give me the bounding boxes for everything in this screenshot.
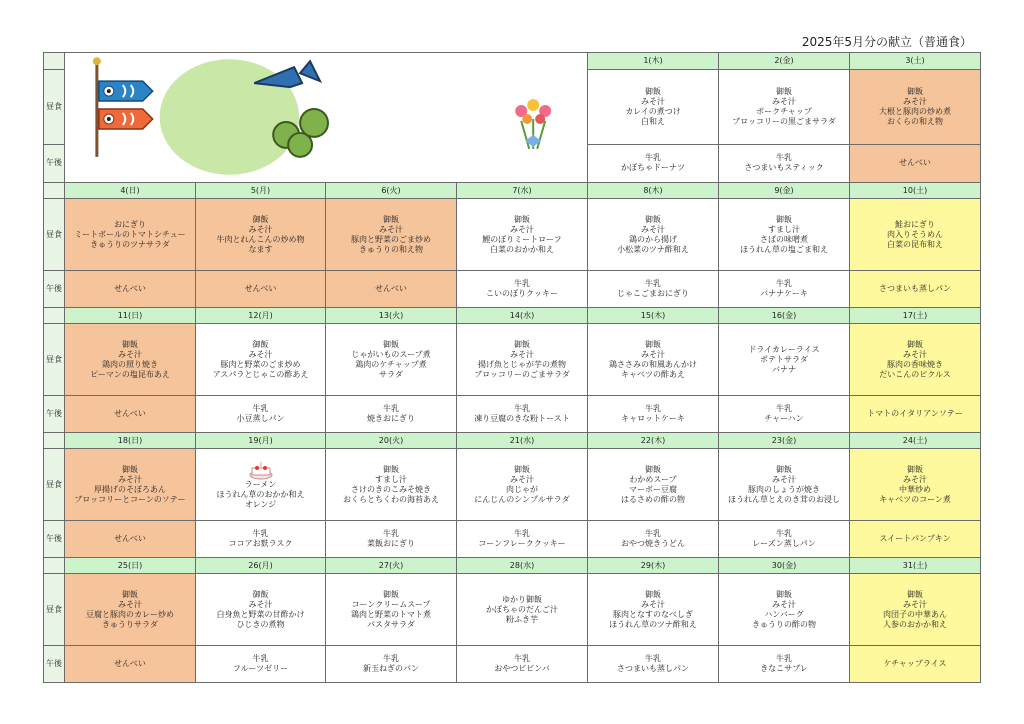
snack-label: 午後 [44,521,65,558]
date-header: 6(火) [326,183,457,199]
corner-cell [44,308,65,324]
date-header: 4(日) [65,183,196,199]
snack-row [44,646,981,683]
lunch-menu-cell: 御飯 みそ汁 カレイの煮つけ 白和え [588,69,719,144]
snack-menu-cell: せんべい [65,396,196,433]
lunch-menu-cell: 御飯 みそ汁 大根と豚肉の炒め煮 おくらの和え物 [850,69,981,144]
date-header: 22(木) [588,433,719,449]
date-header-row [44,53,981,70]
date-header: 19(月) [196,433,326,449]
lunch-menu-cell: 鮭おにぎり 肉入りそうめん 白菜の昆布和え [850,199,981,271]
lunch-menu-cell: 御飯 すまし汁 さけのきのこみそ焼き おくらとちくわの海苔あえ [326,449,457,521]
corner-cell [44,433,65,449]
snack-row [44,271,981,308]
date-header: 28(水) [457,558,588,574]
date-header: 12(月) [196,308,326,324]
date-header: 31(土) [850,558,981,574]
snack-menu-cell: 牛乳 キャロットケーキ [588,396,719,433]
lunch-menu-cell: 御飯 みそ汁 豚肉と野菜のごま炒め アスパラとじゃこの酢あえ [196,324,326,396]
date-header: 15(木) [588,308,719,324]
lunch-menu-cell: 御飯 みそ汁 鶏のから揚げ 小松菜のツナ酢和え [588,199,719,271]
date-header: 1(木) [588,53,719,70]
lunch-menu-cell: 御飯 みそ汁 ポークチャップ ブロッコリーの黒ごまサラダ [719,69,850,144]
lunch-menu-cell: 御飯 みそ汁 肉じゃが にんじんのシンプルサラダ [457,449,588,521]
snack-label: 午後 [44,271,65,308]
date-header: 25(日) [65,558,196,574]
date-header: 24(土) [850,433,981,449]
snack-menu-cell: 牛乳 コーンフレーククッキー [457,521,588,558]
snack-row [44,396,981,433]
snack-menu-cell: さつまいも蒸しパン [850,271,981,308]
date-header-row [44,433,981,449]
lunch-label: 昼食 [44,574,65,646]
snack-row [44,521,981,558]
corner-cell [44,558,65,574]
lunch-menu-cell: 御飯 みそ汁 豚肉のしょうが焼き ほうれん草とえのき茸のお浸し [719,449,850,521]
snack-menu-cell: 牛乳 小豆蒸しパン [196,396,326,433]
lunch-label: 昼食 [44,69,65,144]
page-title: 2025年5月分の献立（普通食） [801,35,972,49]
lunch-menu-cell: ゆかり御飯 かぼちゃのだんご汁 粉ふき芋 [457,574,588,646]
carp-streamer-blue-icon [99,81,153,101]
corner-cell [44,53,65,70]
snack-menu-cell: 牛乳 さつまいも蒸しパン [588,646,719,683]
snack-menu-cell: 牛乳 こいのぼりクッキー [457,271,588,308]
date-header: 21(水) [457,433,588,449]
date-header: 5(月) [196,183,326,199]
date-header: 11(日) [65,308,196,324]
lunch-label: 昼食 [44,199,65,271]
date-header: 26(月) [196,558,326,574]
birthday-cake-icon [248,460,274,480]
snack-menu-cell: 牛乳 ココアお麩ラスク [196,521,326,558]
menu-calendar-table [43,52,981,683]
snack-menu-cell: 牛乳 焼きおにぎり [326,396,457,433]
lunch-menu-cell: 御飯 みそ汁 ハンバーグ きゅうりの酢の物 [719,574,850,646]
lunch-menu-cell: 御飯 みそ汁 豚肉となすのなべしぎ ほうれん草のツナ酢和え [588,574,719,646]
date-header: 14(水) [457,308,588,324]
snack-menu-cell: スイートパンプキン [850,521,981,558]
snack-menu-cell: せんべい [326,271,457,308]
lunch-row [44,324,981,396]
snack-menu-cell: ケチャップライス [850,646,981,683]
snack-menu-cell: 牛乳 きなこサブレ [719,646,850,683]
lunch-label: 昼食 [44,324,65,396]
lunch-menu-cell: 御飯 みそ汁 鶏ささみの和風あんかけ キャベツの酢あえ [588,324,719,396]
snack-menu-cell: トマトのイタリアンソテー [850,396,981,433]
month-illustration [65,53,587,179]
snack-menu-cell: せんべい [65,646,196,683]
lunch-menu-cell: 御飯 みそ汁 白身魚と野菜の甘酢かけ ひじきの煮物 [196,574,326,646]
snack-label: 午後 [44,646,65,683]
date-header: 23(金) [719,433,850,449]
date-header-row [44,183,981,199]
lunch-menu-cell: 御飯 みそ汁 肉団子の中華あん 人参のおかか和え [850,574,981,646]
snack-menu-cell: せんべい [196,271,326,308]
lunch-row [44,574,981,646]
date-header: 18(日) [65,433,196,449]
corner-cell [44,183,65,199]
carp-streamer-orange-icon [99,109,153,129]
snack-menu-cell: 牛乳 チャーハン [719,396,850,433]
lunch-menu-cell: 御飯 みそ汁 豚肉の香味焼き だいこんのピクルス [850,324,981,396]
month-banner [65,53,588,183]
lunch-menu-cell: 御飯 みそ汁 揚げ魚とじゃが芋の煮物 ブロッコリーのごまサラダ [457,324,588,396]
date-header: 27(火) [326,558,457,574]
lunch-menu-cell: ラーメン ほうれん草のおかか和え オレンジ [196,449,326,521]
flower-bouquet-icon [515,99,551,149]
date-header: 2(金) [719,53,850,70]
lunch-menu-cell: 御飯 じゃがいものスープ煮 鶏肉のケチャップ煮 サラダ [326,324,457,396]
snack-menu-cell: 牛乳 かぼちゃドーナツ [588,144,719,183]
snack-menu-cell: せんべい [850,144,981,183]
lunch-menu-cell: 御飯 みそ汁 豚肉と野菜のごま炒め きゅうりの和え物 [326,199,457,271]
snack-menu-cell: 牛乳 さつまいもスティック [719,144,850,183]
date-header: 20(火) [326,433,457,449]
snack-menu-cell: せんべい [65,271,196,308]
snack-menu-cell: 牛乳 フルーツゼリー [196,646,326,683]
lunch-menu-cell: 御飯 みそ汁 豆腐と豚肉のカレー炒め きゅうりサラダ [65,574,196,646]
snack-menu-cell: せんべい [65,521,196,558]
snack-menu-cell: 牛乳 凍り豆腐のきな粉トースト [457,396,588,433]
snack-menu-cell: 牛乳 菜飯おにぎり [326,521,457,558]
date-header-row [44,308,981,324]
date-header: 10(土) [850,183,981,199]
lunch-menu-cell: 御飯 みそ汁 鶏肉の照り焼き ピーマンの塩昆布あえ [65,324,196,396]
lunch-menu-cell: 御飯 わかめスープ マーボー豆腐 はるさめの酢の物 [588,449,719,521]
lunch-menu-cell: おにぎり ミートボールのトマトシチュー きゅうりのツナサラダ [65,199,196,271]
snack-label: 午後 [44,144,65,183]
lunch-row [44,199,981,271]
date-header: 3(土) [850,53,981,70]
date-header: 30(金) [719,558,850,574]
lunch-menu-cell: 御飯 みそ汁 牛肉とれんこんの炒め物 なます [196,199,326,271]
lunch-menu-cell: 御飯 みそ汁 鯉のぼりミートローフ 白菜のおかか和え [457,199,588,271]
snack-menu-cell: 牛乳 レーズン蒸しパン [719,521,850,558]
snack-menu-cell: 牛乳 じゃこごまおにぎり [588,271,719,308]
date-header: 29(木) [588,558,719,574]
lunch-menu-cell: 御飯 コーンクリームスープ 鶏肉と野菜のトマト煮 パスタサラダ [326,574,457,646]
lunch-menu-cell: 御飯 すまし汁 さばの味噌煮 ほうれん草の塩ごま和え [719,199,850,271]
date-header: 9(金) [719,183,850,199]
date-header: 7(水) [457,183,588,199]
snack-menu-cell: 牛乳 新玉ねぎのパン [326,646,457,683]
date-header-row [44,558,981,574]
snack-menu-cell: 牛乳 おやつビビンバ [457,646,588,683]
date-header: 8(木) [588,183,719,199]
lunch-label: 昼食 [44,449,65,521]
lunch-menu-cell: 御飯 みそ汁 中華炒め キャベツのコーン煮 [850,449,981,521]
lunch-row [44,449,981,521]
snack-menu-cell: 牛乳 おやつ焼きうどん [588,521,719,558]
lunch-menu-cell: 御飯 みそ汁 厚揚げのそぼろあん ブロッコリーとコーンのソテー [65,449,196,521]
lunch-menu-cell: ドライカレーライス ポテトサラダ バナナ [719,324,850,396]
snack-label: 午後 [44,396,65,433]
date-header: 13(火) [326,308,457,324]
date-header: 16(金) [719,308,850,324]
snack-menu-cell: 牛乳 バナナケーキ [719,271,850,308]
date-header: 17(土) [850,308,981,324]
